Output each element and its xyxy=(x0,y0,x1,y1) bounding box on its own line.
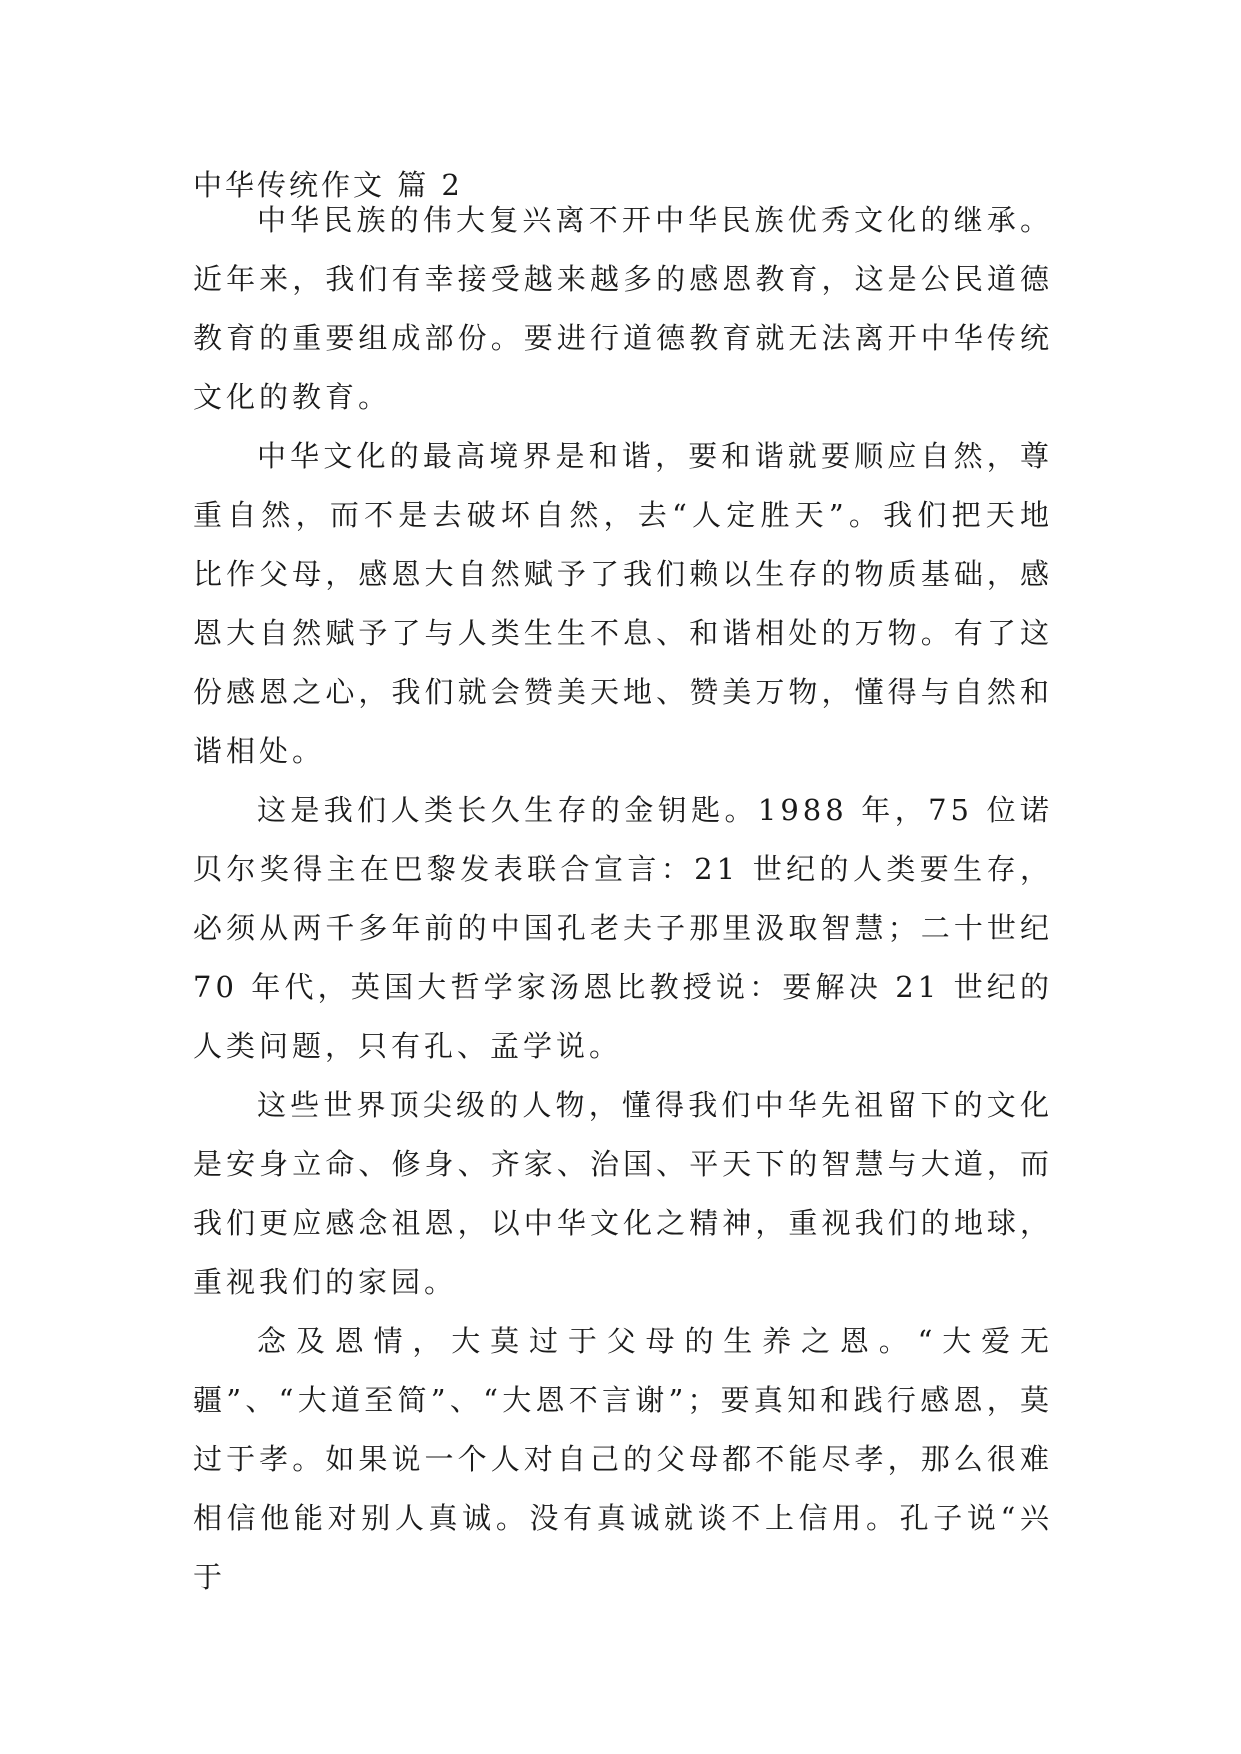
paragraph-4: 这些世界顶尖级的人物，懂得我们中华先祖留下的文化是安身立命、修身、齐家、治国、平天下的智慧与大道，而我们更应感念祖恩，以中华文化之精神，重视我们的地球，重视我们的家园。 xyxy=(193,1088,1053,1299)
paragraph-1: 中华民族的伟大复兴离不开中华民族优秀文化的继承。近年来，我们有幸接受越来越多的感恩教育，这是公民道德教育的重要组成部份。要进行道德教育就无法离开中华传统文化的教育。 xyxy=(193,203,1053,414)
paragraph-2: 中华文化的最高境界是和谐，要和谐就要顺应自然，尊重自然，而不是去破坏自然，去“人定胜天”。我们把天地比作父母，感恩大自然赋予了我们赖以生存的物质基础，感恩大自然赋予了与人类生生不息、和谐相处的万物。有了这份感恩之心，我们就会赞美天地、赞美万物，懂得与自然和谐相处。 xyxy=(193,439,1053,768)
document-body xyxy=(193,191,1053,1607)
paragraph-3: 这是我们人类长久生存的金钥匙。1988 年，75 位诺贝尔奖得主在巴黎发表联合宣言：21 世纪的人类要生存，必须从两千多年前的中国孔老夫子那里汲取智慧；二十世纪 70 年代，英国大哲学家汤恩比教授说：要解决 21 世纪的人类问题，只有孔、孟学说。 xyxy=(193,793,1053,1063)
paragraph-5: 念及恩情，大莫过于父母的生养之恩。“大爱无疆”、“大道至简”、“大恩不言谢”；要真知和践行感恩，莫过于孝。如果说一个人对自己的父母都不能尽孝，那么很难相信他能对别人真诚。没有真诚就谈不上信用。孔子说“兴于 xyxy=(193,1324,1053,1594)
document-heading: 中华传统作文 篇 2 xyxy=(193,168,463,202)
